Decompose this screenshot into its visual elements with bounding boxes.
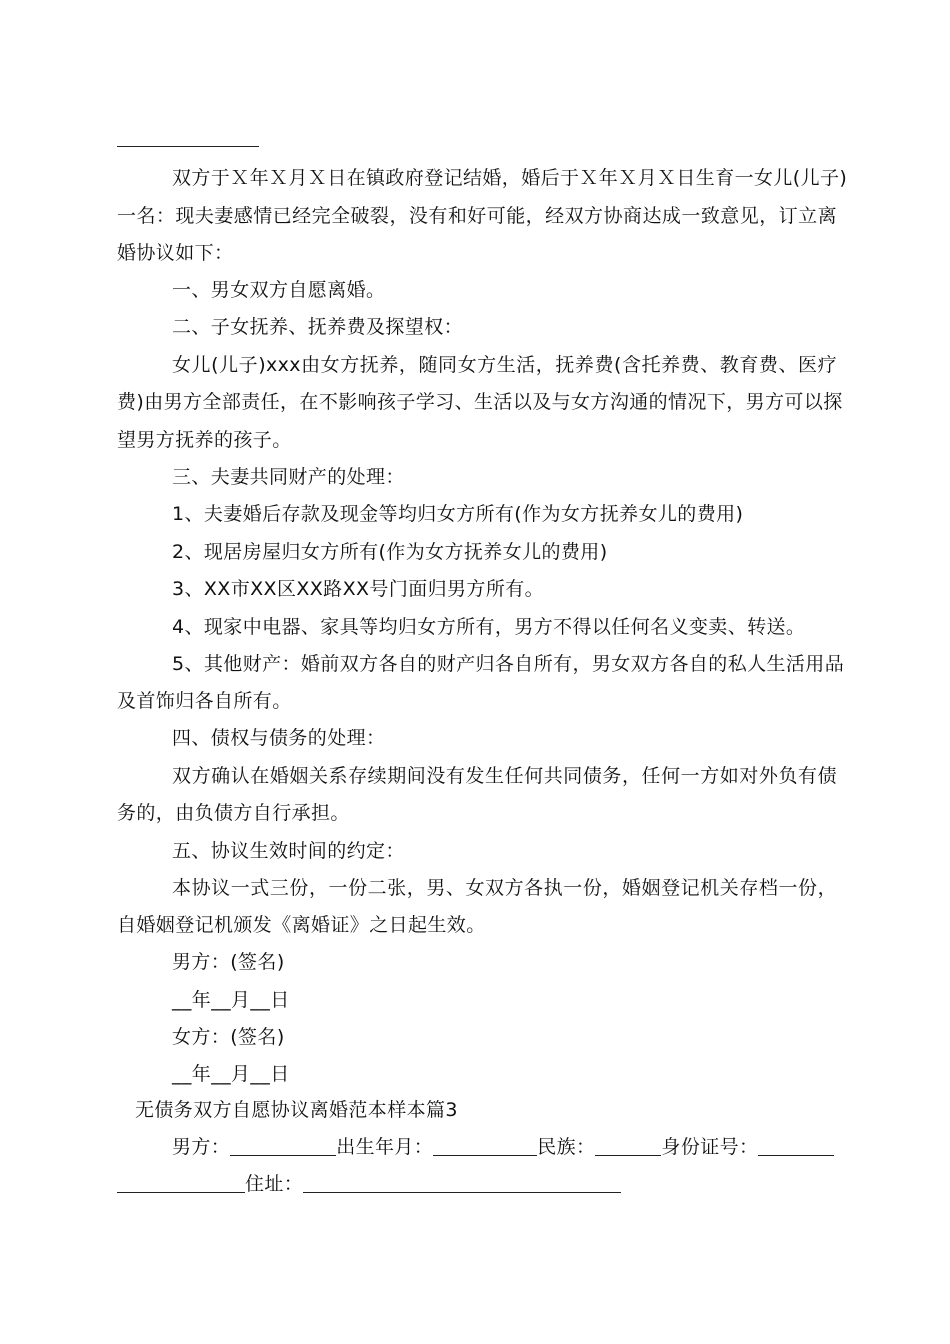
body-line: 2、现居房屋归女方所有(作为女方抚养女儿的费用) [172, 541, 608, 563]
body-line: 双方确认在婚姻关系存续期间没有发生任何共同债务，任何一方如对外负有债 [172, 765, 837, 787]
body-line: 费)由男方全部责任，在不影响孩子学习、生活以及与女方沟通的情况下，男方可以探 [117, 391, 843, 413]
body-line: 3、XX市XX区XX路XX号门面归男方所有。 [172, 578, 545, 600]
top-rule [117, 146, 259, 147]
body-line: 三、夫妻共同财产的处理： [172, 466, 405, 488]
body-line: 二、子女抚养、抚养费及探望权： [172, 316, 464, 338]
form-line-1 [172, 1134, 837, 1160]
body-line: 四、债权与债务的处理： [172, 727, 386, 749]
body-line: 务的，由负债方自行承担。 [117, 802, 350, 824]
body-line: 一、男女双方自愿离婚。 [172, 279, 386, 301]
body-line: 女方：(签名) [172, 1026, 285, 1048]
body-line: 1、夫妻婚后存款及现金等均归女方所有(作为女方抚养女儿的费用) [172, 503, 744, 525]
body-line: 婚协议如下： [117, 242, 234, 264]
address-label: 住址： [245, 1173, 304, 1195]
ethnic-label: 民族： [537, 1136, 596, 1158]
ethnic-field[interactable] [595, 1137, 661, 1156]
body-line: 女儿(儿子)xxx由女方抚养，随同女方生活，抚养费(含托养费、教育费、医疗 [172, 354, 837, 376]
man-label: 男方： [172, 1136, 231, 1158]
body-line: 4、现家中电器、家具等均归女方所有，男方不得以任何名义变卖、转送。 [172, 616, 806, 638]
body-line: 望男方抚养的孩子。 [117, 429, 292, 451]
body-line: 一名：现夫妻感情已经完全破裂，没有和好可能，经双方协商达成一致意见，订立离 [117, 205, 837, 227]
id-field-continued[interactable] [117, 1174, 245, 1193]
body-line: 及首饰归各自所有。 [117, 690, 292, 712]
birth-field[interactable] [433, 1137, 537, 1156]
address-field[interactable] [303, 1174, 621, 1193]
body-line: __年__月__日 [172, 989, 290, 1011]
id-label: 身份证号： [661, 1136, 759, 1158]
body-line: __年__月__日 [172, 1063, 290, 1085]
body-line: 男方：(签名) [172, 951, 285, 973]
form-line-2 [117, 1171, 837, 1197]
section-title: 无债务双方自愿协议离婚范本样本篇3 [135, 1099, 458, 1121]
body-line: 5、其他财产：婚前双方各自的财产归各自所有，男女双方各自的私人生活用品 [172, 653, 845, 675]
body-line: 自婚姻登记机颁发《离婚证》之日起生效。 [117, 914, 486, 936]
birth-label: 出生年月： [336, 1136, 434, 1158]
body-line: 本协议一式三份，一份二张，男、女双方各执一份，婚姻登记机关存档一份， [172, 877, 837, 899]
man-name-field[interactable] [230, 1137, 336, 1156]
id-field[interactable] [758, 1137, 834, 1156]
body-line: 五、协议生效时间的约定： [172, 840, 405, 862]
body-line: 双方于Ｘ年Ｘ月Ｘ日在镇政府登记结婚，婚后于Ｘ年Ｘ月Ｘ日生育一女儿(儿子) [172, 167, 848, 189]
